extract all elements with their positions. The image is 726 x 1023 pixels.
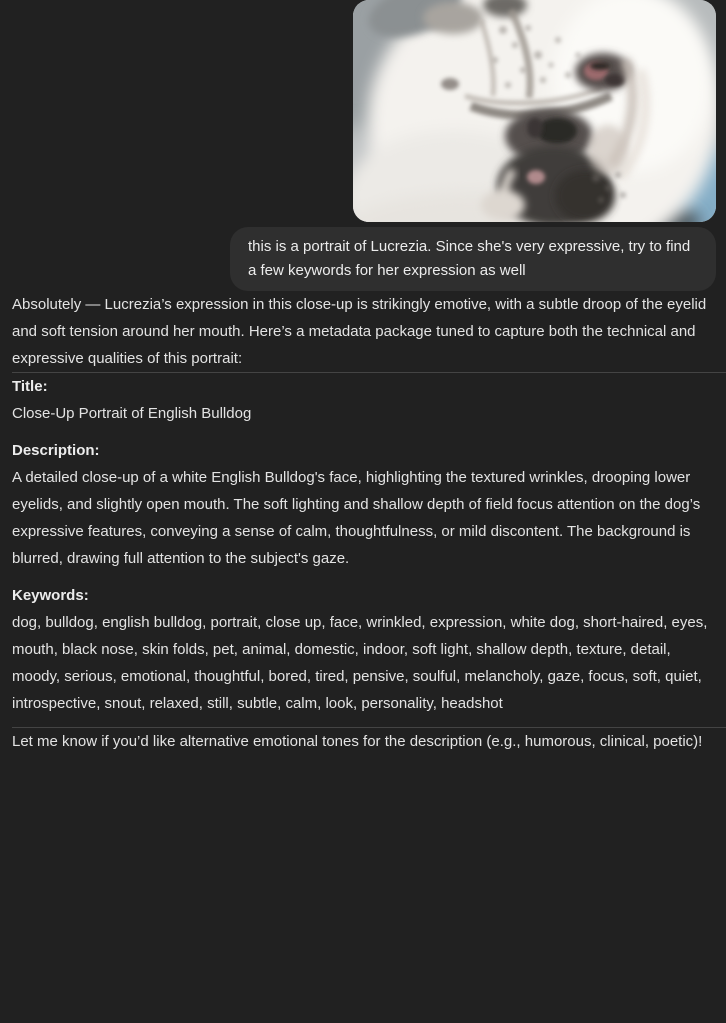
bulldog-photo[interactable] bbox=[353, 0, 716, 222]
section-description-label: Description: bbox=[12, 442, 100, 459]
assistant-outro-paragraph: Let me know if you’d like alternative emotional tones for the description (e.g., humorous, clinical, poetic)! bbox=[12, 733, 703, 750]
user-message-bubble bbox=[230, 227, 716, 291]
user-message-text: this is a portrait of Lucrezia. Since she's very expressive, try to find a few keywords for her expression as well bbox=[248, 238, 691, 279]
assistant-message bbox=[0, 291, 726, 755]
section-description bbox=[12, 437, 716, 572]
bulldog-photo-illustration bbox=[353, 0, 716, 222]
assistant-intro-paragraph: Absolutely — Lucrezia’s expression in this close-up is strikingly emotive, with a subtle droop of the eyelid and soft tension around her mouth. Here’s a metadata package tuned to capture both the technical and expressive qualities of this portrait: bbox=[12, 296, 707, 367]
section-title-body: Close-Up Portrait of English Bulldog bbox=[12, 405, 252, 422]
metadata-sections bbox=[12, 373, 716, 717]
section-keywords bbox=[12, 582, 716, 717]
section-title-label: Title: bbox=[12, 378, 48, 395]
section-title bbox=[12, 373, 716, 427]
section-description-body: A detailed close-up of a white English Bulldog's face, highlighting the textured wrinkles, drooping lower eyelids, and slightly open mouth. The soft lighting and shallow depth of field focus attention on the dog’s expressive features, conveying a sense of calm, thoughtfulness, or mild discontent. The background is blurred, drawing full attention to the subject's gaze. bbox=[12, 469, 701, 567]
section-keywords-label: Keywords: bbox=[12, 587, 89, 604]
section-keywords-body: dog, bulldog, english bulldog, portrait, close up, face, wrinkled, expression, white dog, short-haired, eyes, mouth, black nose, skin folds, pet, animal, domestic, indoor, soft light, shallow depth, texture, detail, moody, serious, emotional, thoughtful, bored, tired, pensive, soulful, melancholy, gaze, focus, soft, quiet, introspective, snout, relaxed, still, subtle, calm, look, personality, headshot bbox=[12, 614, 708, 712]
